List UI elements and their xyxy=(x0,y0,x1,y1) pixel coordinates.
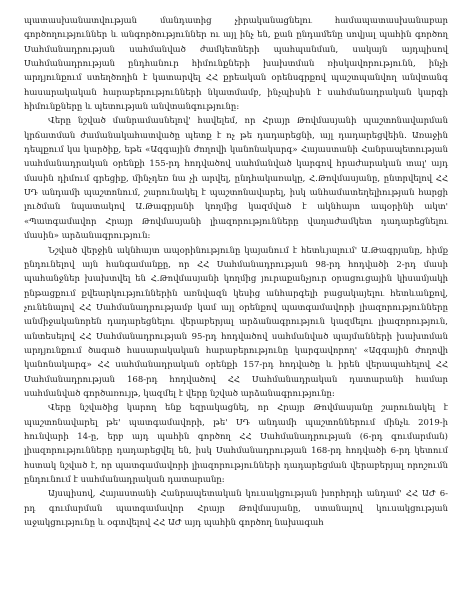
paragraph-5: Այսպիսով, Հայաստանի Հանրապետական կուսակցության խորհրդի անդամ' ՀՀ ԱԺ 6-րդ գումարման պատգամավոր Հրայր Թովմասյանը, ստանալով կուսակցության աջակցությունը և օգտվելով ՀՀ ԱԺ այդ պահին գործող նախագահ xyxy=(24,489,448,529)
paragraph-4: Վերը նշվածից կարող ենք եզրակացնել, որ Հրայր Թովմասյանը շարունակել է պաշտոնավարել թե' պատգամավորի, թե' ՍԴ անդամի պաշտոններում մինչև 2019-ի հունվարի 14-ը, երբ այդ պահին գործող ՀՀ Սահմանադրության (6-րդ գումարման) լիազորությունները դադարեցվել են, իսկ Սահմանադրության 168-րդ հոդվածի 6-րդ կետում հստակ նշված է, որ պատգամավորի լիազորությունների դադարեցման վերաբերյալ որոշումն ընդունում է սահմանադրական դատարանը: xyxy=(24,403,448,485)
paragraph-3: Նշված վերջին ակնհայտ ապօրինությունը կայանում է հետևյալում' Ա.Թագրյանը, հիմք ընդունելով այն հանգամանքը, որ ՀՀ Սահմանադրության 98-րդ հոդվածի 2-րդ մասի պահանջներ խախտվել են Հ.Թովմասյանի կողմից յուրաքանչյուր օրացուցային կիսամյակի ընթացքում քվեարկություններին առնվազն կեսից անհարգելի բացակայելու հետևանքով, չունենալով ՀՀ Սահմանադրությամբ կամ այլ օրենքով պատգամավորի լիազորությունները անմիջականորեն դադարեցնելու վերաբերյալ արձանագրություն կազմելու լիազորություն, անտեսելով ՀՀ Սահմանադրության 95-րդ հոդվածով սահմանված պայմանների խախտման արդյունքում ծագած հասարակական հարաբերությունը կարգավորող' «Ազգային ժողովի կանոնակարգ» ՀՀ սահմանադրական օրենքի 157-րդ հոդվածը և իրեն վերապահելով ՀՀ Սահմանադրության 168-րդ հոդվածով ՀՀ Սահմանադրական դատարանի համար սահմանված գործառույթ, կազմել է վերը նշված արձանագրությունը: xyxy=(24,245,448,399)
document-page xyxy=(24,14,448,530)
paragraph-1: պատասխանատվության մանդատից չիրականացնելու համապատասխանաբար գործողություններ և անգործություններ ու այլ ինչ են, քան ընդամենը սովյալ պահին գործող Սահմանադրության սահմանված ժամկետների պահպանման, սակայն այդպիսով Սահմանադրության ընդհանուր հիմունքների խախտման ռիսկավորությունն, ինչի արդյունքում ստեղծողին է կատարվել ՀՀ քրեական օրենսգրքով պաշտպանվող անվտանգ հասարակական հարաբերությունների նկատմամբ, ինչպիսին է սահմանադրական կարգի հիմունքները և պետության անվտանգությունը: xyxy=(24,16,448,113)
paragraph-2: Վերը նշված մանրամասնելով' հավելեմ, որ Հրայր Թովմասյանի պաշտոնավարման կրճատման ժամանակահատվածը պետք է ոչ թե դադարեցնի, այլ դադարեցվեին. Առաջին դեպքում կա կարծիք, եթե «Ազգային ժողովի կանոնակարգ» Հայաստանի Հանրապետության սահմանադրական օրենքի 155-րդ հոդվածով սահմանված կարգով հրաժարական տալ' այդ մասին դիմում գրեցիք, մինչդեռ նա չի արվել, ընդհակառակը, Հ.Թովմասյանը, ընտրվելով ՀՀ ՍԴ անդամի պաշտոնում, շարունակել է պաշտոնավարել, իսկ անհամատեղելիության հարցի լուծման նպատակով Ա.Թագրյանի կողմից կազմված է ակնհայտ ապօրինի ակտ' «Պատգամավոր Հրայր Թովմասյանի լիազորությունները վաղաժամկետ դադարեցնելու մասին» արձանագրություն: xyxy=(24,116,448,242)
